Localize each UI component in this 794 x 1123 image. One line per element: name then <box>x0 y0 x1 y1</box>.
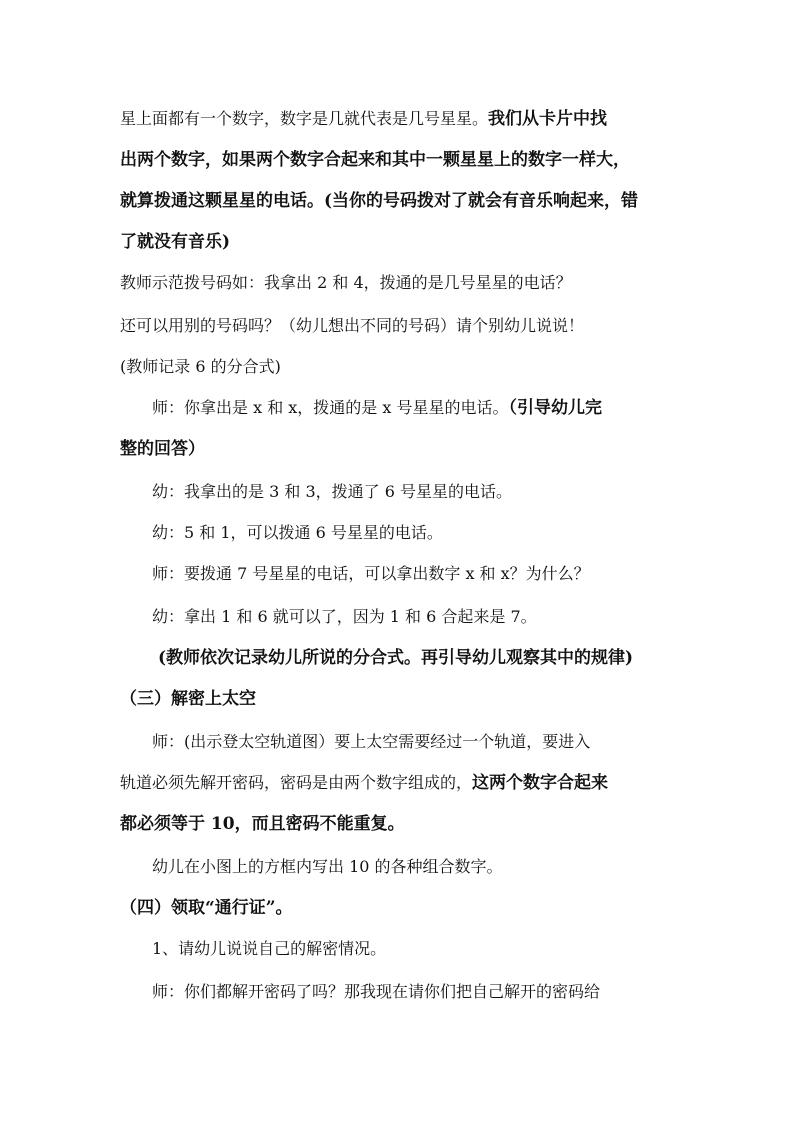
section-heading-3 <box>120 688 256 710</box>
text-line-11 <box>152 522 443 544</box>
text-line-21 <box>152 938 386 960</box>
text-span: (教师记录 6 的分合式) <box>120 357 281 376</box>
text-line-2 <box>120 149 630 171</box>
text-span-bold: （四）领取“通行证”。 <box>120 898 293 918</box>
text-span-bold: 都必须等于 10，而且密码不能重复。 <box>120 814 405 834</box>
text-span: 幼：我拿出的是 3 和 3，拨通了 6 号星星的电话。 <box>152 482 512 501</box>
text-span: 还可以用别的号码吗？（幼儿想出不同的号码）请个别幼儿说说！ <box>120 316 585 335</box>
text-line-19 <box>152 856 503 878</box>
text-line-16 <box>152 731 590 753</box>
text-span: 师：(出示登太空轨道图）要上太空需要经过一个轨道，要进入 <box>152 732 591 751</box>
text-span: 幼：拿出 1 和 6 就可以了，因为 1 和 6 合起来是 7。 <box>152 607 537 626</box>
section-heading-4 <box>120 897 293 919</box>
text-span-bold: 整的回答） <box>120 439 205 459</box>
text-span: 幼：5 和 1，可以拨通 6 号星星的电话。 <box>152 523 443 542</box>
text-span: 星上面都有一个数字，数字是几就代表是几号星星。 <box>120 109 489 128</box>
text-span: 轨道必须先解开密码，密码是由两个数字组成的， <box>120 773 473 792</box>
text-line-4 <box>120 231 230 253</box>
text-span-bold: 这两个数字合起来 <box>472 773 609 793</box>
text-line-14 <box>158 647 633 669</box>
text-line-12 <box>152 563 590 585</box>
text-line-3 <box>120 190 638 212</box>
text-span: 幼儿在小图上的方框内写出 10 的各种组合数字。 <box>152 857 503 876</box>
text-span-bold: (教师依次记录幼儿所说的分合式。再引导幼儿观察其中的规律) <box>158 648 634 668</box>
text-line-10 <box>152 481 512 503</box>
text-line-1 <box>120 108 607 130</box>
text-line-18 <box>120 813 405 835</box>
text-line-8 <box>152 397 602 419</box>
text-line-5 <box>120 272 572 294</box>
text-span: 师：你们都解开密码了吗？那我现在请你们把自己解开的密码给 <box>152 982 601 1001</box>
text-span: 师：你拿出是 x 和 x，拨通的是 x 号星星的电话。 <box>152 398 509 417</box>
text-span-bold: （三）解密上太空 <box>120 689 256 709</box>
text-span-bold: 我们从卡片中找 <box>488 109 608 129</box>
text-span-bold: （引导幼儿完 <box>508 398 603 418</box>
text-line-22 <box>152 981 600 1003</box>
text-span: 师：要拨通 7 号星星的电话，可以拿出数字 x 和 x？为什么？ <box>152 564 590 583</box>
text-span-bold: 出两个数字，如果两个数字合起来和其中一颗星星上的数字一样大， <box>120 150 630 170</box>
text-span: 1、请幼儿说说自己的解密情况。 <box>152 939 387 958</box>
text-span-bold: 了就没有音乐) <box>120 232 231 252</box>
text-line-6 <box>120 315 584 337</box>
text-line-17 <box>120 772 608 794</box>
text-line-9 <box>120 438 205 460</box>
text-line-13 <box>152 606 537 628</box>
text-line-7 <box>120 356 281 378</box>
text-span-bold: 就算拨通这颗星星的电话。(当你的号码拨对了就会有音乐响起来，错 <box>120 191 639 211</box>
text-span: 教师示范拨号码如：我拿出 2 和 4，拨通的是几号星星的电话？ <box>120 273 572 292</box>
